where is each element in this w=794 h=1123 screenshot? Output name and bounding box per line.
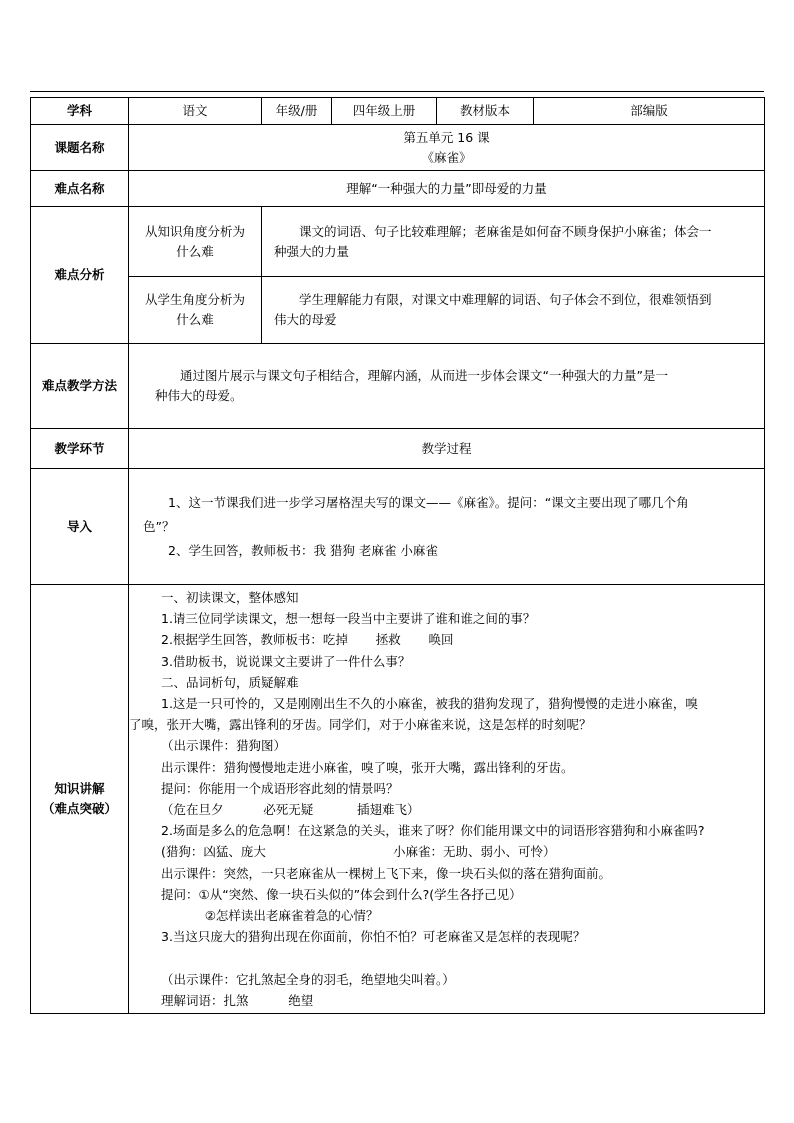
knowledge-angle-text-line-2: 种强大的力量 — [274, 243, 350, 259]
lecture-line: 2.场面是多么的危急啊！在这紧急的关头，谁来了呀？你们能用课文中的词语形容猎狗和小麻雀吗? — [161, 823, 705, 839]
intro-line-1: 1、这一节课我们进一步学习屠格涅夫写的课文——《麻雀》。提问：“课文主要出现了哪几个角 — [168, 494, 689, 510]
lecture-label — [31, 585, 129, 1014]
lesson-row — [31, 125, 765, 171]
lesson-value — [129, 125, 765, 171]
lecture-line: 二、品词析句，质疑解难 — [161, 674, 299, 690]
method-text-line-1: 通过图片展示与课文句子相结合，理解内涵，从而进一步体会课文“一种强大的力量”是一 — [180, 368, 668, 383]
intro-label: 导入 — [31, 469, 129, 585]
knowledge-angle-label-line-1: 从知识角度分析为 — [144, 223, 245, 239]
stage-header-label: 教学环节 — [31, 429, 129, 469]
lecture-line: 出示课件：突然，一只老麻雀从一棵树上飞下来，像一块石头似的落在猎狗面前。 — [161, 865, 612, 881]
lecture-line: ②怎样读出老麻雀着急的心情？ — [161, 908, 379, 924]
lesson-plan-table — [30, 97, 765, 1014]
lesson-unit: 第五单元 16 课 — [403, 129, 490, 145]
student-angle-text-line-1: 学生理解能力有限，对课文中难理解的词语、句子体会不到位，很难领悟到 — [299, 292, 712, 307]
header-row — [31, 98, 765, 125]
student-angle-text-line-2: 伟大的母爱 — [274, 312, 337, 327]
lecture-line: （危在旦夕 必死无疑 插翅难飞） — [161, 802, 420, 818]
method-label: 难点教学方法 — [31, 344, 129, 429]
student-angle-label-line-2: 什么难 — [176, 312, 214, 327]
lesson-label: 课题名称 — [31, 125, 129, 171]
student-angle-label-line-1: 从学生角度分析为 — [144, 292, 245, 307]
grade-label: 年级/册 — [262, 98, 332, 125]
analysis-label: 难点分析 — [31, 207, 129, 344]
student-angle-text — [262, 277, 765, 344]
method-text-line-2: 种伟大的母爱。 — [155, 388, 243, 403]
lecture-line: 一、初读课文，整体感知 — [161, 590, 299, 605]
lecture-row — [31, 585, 765, 1014]
difficulty-label: 难点名称 — [31, 171, 129, 207]
analysis-knowledge-row — [31, 207, 765, 277]
top-double-rule — [30, 91, 764, 92]
student-angle-label — [129, 277, 262, 344]
intro-line-2: 色”？ — [143, 518, 175, 534]
lecture-line: （出示课件：它扎煞起全身的羽毛，绝望地尖叫着。） — [161, 971, 455, 987]
lecture-content — [129, 585, 765, 1014]
knowledge-angle-label — [129, 207, 262, 277]
knowledge-angle-text-line-1: 课文的词语、句子比较难理解；老麻雀是如何奋不顾身保护小麻雀；体会一 — [299, 223, 712, 239]
knowledge-angle-label-line-2: 什么难 — [176, 243, 214, 259]
process-header-label: 教学过程 — [129, 429, 765, 469]
difficulty-value: 理解“一种强大的力量”即母爱的力量 — [129, 171, 765, 207]
lecture-line: 3.当这只庞大的猎狗出现在你面前，你怕不怕？可老麻雀又是怎样的表现呢？ — [161, 929, 586, 945]
process-header-row — [31, 429, 765, 469]
lecture-line: 了嗅，张开大嘴，露出锋利的牙齿。同学们，对于小麻雀来说，这是怎样的时刻呢？ — [129, 717, 592, 733]
lecture-label-line-2: （难点突破） — [41, 801, 117, 817]
lesson-title: 《麻雀》 — [421, 149, 472, 165]
intro-line-3: 2、学生回答，教师板书：我 猎狗 老麻雀 小麻雀 — [168, 542, 438, 558]
difficulty-row — [31, 171, 765, 207]
subject-label: 学科 — [31, 98, 129, 125]
edition-label: 教材版本 — [437, 98, 534, 125]
lecture-label-line-1: 知识讲解 — [54, 781, 105, 797]
method-row — [31, 344, 765, 429]
subject-value: 语文 — [129, 98, 262, 125]
lecture-line: 2.根据学生回答，教师板书：吃掉 拯救 唤回 — [161, 632, 454, 648]
lecture-line — [161, 947, 764, 968]
intro-text — [129, 469, 765, 585]
lecture-line: 1.请三位同学读课文，想一想每一段当中主要讲了谁和谁之间的事？ — [161, 611, 536, 627]
edition-value: 部编版 — [534, 98, 765, 125]
lecture-line: 1.这是一只可怜的，又是刚刚出生不久的小麻雀，被我的猎狗发现了，猎狗慢慢的走进小麻雀，嗅 — [161, 696, 698, 712]
lecture-line: 提问：①从“突然、像一块石头似的”体会到什么?(学生各抒己见） — [161, 886, 522, 902]
intro-row — [31, 469, 765, 585]
grade-value: 四年级上册 — [332, 98, 437, 125]
method-text — [129, 344, 765, 429]
analysis-student-row — [31, 277, 765, 344]
lecture-line: 出示课件：猎狗慢慢地走进小麻雀，嗅了嗅，张开大嘴，露出锋利的牙齿。 — [161, 759, 574, 775]
lecture-line: (猎狗：凶猛、庞大 小麻雀：无助、弱小、可怜） — [161, 844, 556, 860]
knowledge-angle-text — [262, 207, 765, 277]
lecture-line: 3.借助板书，说说课文主要讲了一件什么事？ — [161, 653, 411, 669]
lecture-line: 理解词语：扎煞 绝望 — [161, 992, 314, 1008]
lecture-line: 提问：你能用一个成语形容此刻的情景吗？ — [161, 780, 399, 796]
lecture-line: （出示课件：猎狗图） — [161, 738, 287, 754]
